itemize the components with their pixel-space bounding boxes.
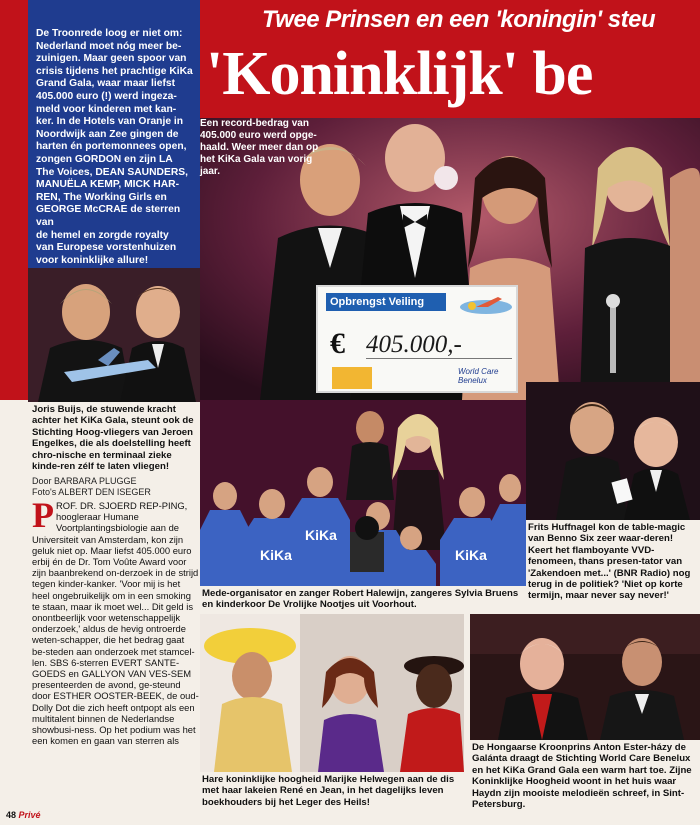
left-red-bar — [0, 0, 28, 400]
intro-line: voor koninklijke allure! — [36, 254, 149, 266]
page-footer — [6, 810, 66, 824]
intro-box — [28, 0, 200, 268]
intro-line: meld voor kinderen met kan- — [36, 103, 177, 115]
page-number: 48 — [6, 810, 17, 820]
photo-anton-esterhazy — [470, 614, 700, 740]
kika-logo-icon — [332, 367, 372, 389]
intro-line: Noordwijk aan Zee gingen de — [36, 128, 179, 140]
cheque-board — [316, 285, 518, 393]
cheque-amount: 405.000,- — [366, 331, 512, 359]
shirt-label: KiKa — [455, 547, 487, 563]
intro-line: REN, The Working Girls en — [36, 191, 167, 203]
intro-line: zongen GORDON en zijn LA — [36, 153, 173, 165]
intro-line: De Troonrede loog er niet om: — [36, 28, 183, 39]
intro-line: Nederland moet nóg meer be- — [36, 40, 182, 52]
intro-line: harten én portemonnees open, — [36, 141, 187, 153]
caption-frits: Frits Huffnagel kon de table-magic van Benno Six zeer waar-deren! Keert het flamboyante VVD-fenomeen, thans presen-tator van 'Zakendoen met...' (BNR Radio) nog terug in de politiek? 'Niet op korte termijn, maar never say never!' — [528, 522, 691, 602]
credit-author: Door BARBARA PLUGGE — [32, 476, 137, 486]
intro-line: zuinigen. Maar geen spoor van — [36, 53, 187, 65]
intro-line: van Europese vorstenhuizen — [36, 242, 177, 254]
intro-line: The Voices, DEAN SAUNDERS, — [36, 166, 189, 178]
cheque-title: Opbrengst Veiling — [326, 293, 446, 311]
intro-line: de hemel en zorgde royalty — [36, 229, 169, 241]
main-headline: 'Koninklijk' be — [206, 40, 593, 108]
caption-choir: Mede-organisator en zanger Robert Halewijn, zangeres Sylvia Bruens en kinderkoor De Vrolijke Nootjes uit Voorhout. — [202, 588, 519, 611]
record-caption: Een record-bedrag van 405.000 euro werd opge-haald. Weer meer dan op het KiKa Gala van vorig jaar. — [200, 118, 319, 177]
credit-photos: Foto's ALBERT DEN ISEGER — [32, 487, 151, 497]
intro-line: Grand Gala, waar maar liefst — [36, 78, 176, 90]
caption-marijke: Hare koninklijke hoogheid Marijke Helwegen aan de dis met haar lakeien René en Jean, in het dagelijks leven boekhouders bij het Leger des Heils! — [202, 774, 455, 808]
intro-line: MANUËLA KEMP, MICK HAR- — [36, 179, 180, 191]
caption-joris: Joris Buijs, de stuwende kracht achter het KiKa Gala, steunt ook de Stichting Hoog-vliegers van Jeroen Engelkes, die als doelstelling heeft chro-nische en terminaal zieke kinde-ren zélf te laten vliegen! — [32, 404, 194, 473]
intro-line: crisis tijdens het prachtige KiKa — [36, 65, 193, 77]
caption-anton: De Hongaarse Kroonprins Anton Ester-házy de Galánta draagt de Stichting World Care Benelux en het KiKa Grand Gala een warm hart toe. Zijne Koninklijke Hoogheid woont in het huis waar Haydn zijn mooiste melodieën schreef, in Sint-Petersburg. — [472, 742, 692, 811]
cheque-org: World Care Benelux — [458, 367, 499, 385]
article-body-text: ROF. DR. SJOERD REP-PING, hoogleraar Humane Voortplantingsbiologie aan de Universiteit van Amsterdam, kon zijn geluk niet op. Maar liefst 405.000 euro erbij én de Dr. Tom Voûte Award voor zijn baanbrekend on-derzoek in de strijd tegen kinder-kanker. 'Voor mij is het heel ongebruikelijk om in een smoking te staan, maar ik moet wel... Dit geld is onontbeerlijk voor wetenschappelijk onderzoek,' aldus de hevig ontroerde weten-schapper, die het bedrag gaat be-steden aan onderzoek met stamcel-len. SBS 6-sterren EVERT SANTE-GOEDS en GALLYON VAN VES-SEM presenteerden de avond, ge-steund door ESTHER OOSTER-BEEK, de oud-Dolly Dot die zich heeft ontpopt als een multitalent binnen de Nederlandse showbusi-ness. Op het podium was het een komen en gaan van sterren als — [32, 500, 199, 747]
photo-marijke-helwegen — [200, 614, 464, 772]
intro-line: 405.000 euro (!) werd ingeza- — [36, 90, 177, 102]
photo-frits-huffnagel — [526, 382, 700, 520]
article-body — [32, 500, 200, 810]
magazine-logo: Privé — [18, 810, 41, 820]
shirt-label: KiKa — [260, 547, 292, 563]
cheque-currency: € — [330, 327, 345, 360]
photo-joris-buijs — [28, 268, 200, 402]
kicker-headline: Twee Prinsen en een 'koningin' steu — [262, 6, 656, 33]
photo-choir — [200, 400, 526, 586]
intro-line: ker. In de Hotels van Oranje in — [36, 116, 184, 128]
intro-line: GEORGE McCRAE de sterren van — [36, 204, 181, 228]
plane-logo-icon — [458, 291, 514, 323]
shirt-label: KiKa — [305, 527, 337, 543]
drop-cap: P — [32, 500, 54, 535]
